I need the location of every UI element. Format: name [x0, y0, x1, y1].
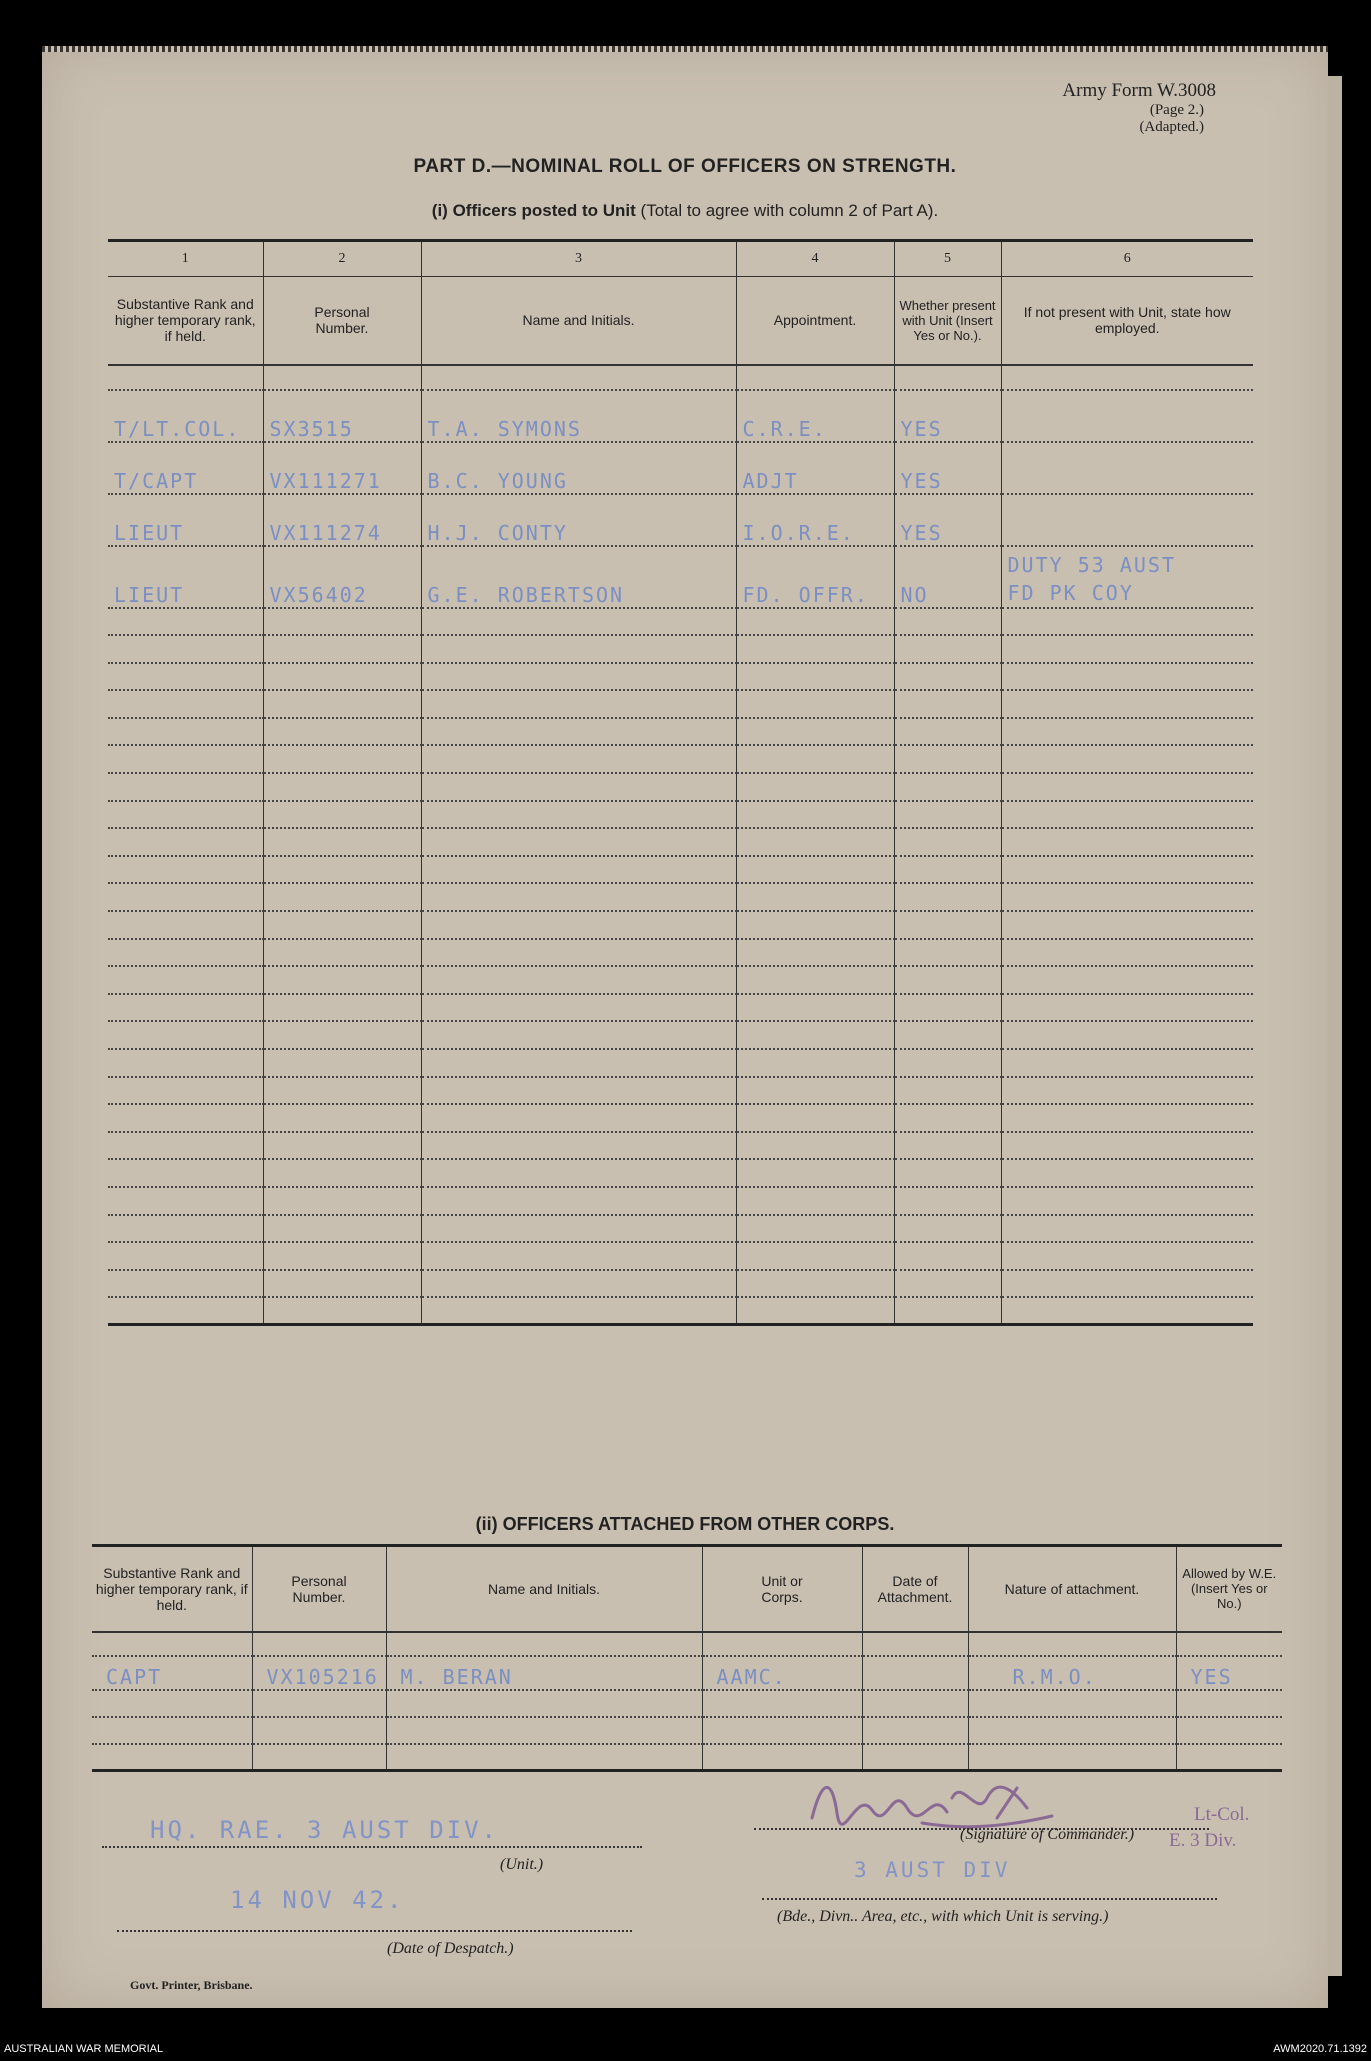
cell-employed	[1001, 994, 1253, 1022]
table-row	[92, 1690, 1282, 1717]
table-row	[108, 546, 1253, 608]
table-row	[108, 1297, 1253, 1325]
cell-rank	[108, 1159, 263, 1187]
cell-employed	[1001, 801, 1253, 829]
cell-number	[263, 801, 421, 829]
cell-present	[894, 1215, 1001, 1243]
section1-heading-note: (Total to agree with column 2 of Part A).	[640, 201, 939, 220]
officers-attached-rows	[92, 1632, 1282, 1771]
cell-appointment: I.O.R.E.	[736, 494, 894, 546]
cell-appointment	[736, 635, 894, 663]
cell-rank	[108, 1104, 263, 1132]
cell-name	[421, 939, 736, 967]
cell-rank: LIEUT	[108, 546, 263, 608]
cell-present	[894, 1297, 1001, 1325]
cell-employed	[1001, 911, 1253, 939]
form-sheet	[42, 46, 1328, 2008]
cell-number	[263, 1187, 421, 1215]
table-row	[108, 1021, 1253, 1049]
cell-appointment	[736, 1187, 894, 1215]
col-num-5: 5	[894, 241, 1001, 277]
cell-employed: DUTY 53 AUST FD PK COY	[1001, 546, 1253, 608]
cell-number	[263, 608, 421, 636]
cell-corps: AAMC.	[702, 1656, 862, 1690]
cell-appointment	[736, 1159, 894, 1187]
cell-number	[263, 911, 421, 939]
cell-present	[894, 1021, 1001, 1049]
cell-name	[421, 1215, 736, 1243]
cell-present	[894, 828, 1001, 856]
cell-number	[263, 1297, 421, 1325]
cell-employed	[1001, 1242, 1253, 1270]
cell-employed	[1001, 494, 1253, 546]
cell-employed	[1001, 1215, 1253, 1243]
cell-employed	[1001, 442, 1253, 494]
cell-number	[263, 883, 421, 911]
cell-number: VX56402	[263, 546, 421, 608]
cell-name	[421, 801, 736, 829]
unit-value: HQ. RAE. 3 AUST DIV.	[150, 1816, 499, 1844]
cell-employed	[1001, 718, 1253, 746]
cell-present	[894, 663, 1001, 691]
cell-appointment	[736, 994, 894, 1022]
page-title: PART D.—NOMINAL ROLL OF OFFICERS ON STRENGTH.	[413, 156, 957, 177]
cell-rank	[108, 1242, 263, 1270]
cell-rank	[108, 828, 263, 856]
cell-name	[421, 856, 736, 884]
cell-employed	[1001, 1021, 1253, 1049]
table-row	[108, 442, 1253, 494]
cell-rank	[108, 608, 263, 636]
cell-number	[263, 745, 421, 773]
cell-name	[421, 1021, 736, 1049]
column-number-row	[108, 241, 1253, 277]
bde-value: 3 AUST DIV	[854, 1858, 1011, 1882]
cell-number	[252, 1744, 386, 1771]
table-row	[108, 663, 1253, 691]
archive-label-left: AUSTRALIAN WAR MEMORIAL	[4, 2043, 164, 2055]
cell-appointment	[736, 883, 894, 911]
cell-number: SX3515	[263, 390, 421, 442]
cell-number	[263, 718, 421, 746]
cell-employed	[1001, 1159, 1253, 1187]
cell-number: VX111271	[263, 442, 421, 494]
cell-present	[894, 745, 1001, 773]
cell-present: YES	[894, 442, 1001, 494]
cell-corps	[702, 1690, 862, 1717]
table-row	[108, 883, 1253, 911]
cell-number	[263, 635, 421, 663]
cell-name	[386, 1744, 702, 1771]
cell-present: YES	[894, 494, 1001, 546]
cell-date	[862, 1656, 968, 1690]
cell-present	[894, 856, 1001, 884]
stamp-rank: Lt-Col.	[1194, 1804, 1250, 1825]
cell-name	[421, 994, 736, 1022]
date-caption: (Date of Despatch.)	[387, 1940, 514, 1957]
att-corps-header: Unit or Corps.	[702, 1546, 862, 1632]
cell-employed	[1001, 745, 1253, 773]
section1-heading-bold: (i) Officers posted to Unit	[431, 201, 636, 220]
cell-present	[894, 608, 1001, 636]
col-appointment-header: Appointment.	[736, 277, 894, 365]
cell-name	[421, 1242, 736, 1270]
cell-appointment	[736, 718, 894, 746]
bde-caption: (Bde., Divn.. Area, etc., with which Unit is serving.)	[777, 1908, 1109, 1925]
form-page: (Page 2.)	[1149, 102, 1204, 118]
cell-rank	[108, 1297, 263, 1325]
cell-name	[421, 663, 736, 691]
cell-nature	[968, 1744, 1176, 1771]
cell-rank	[108, 690, 263, 718]
cell-employed	[1001, 390, 1253, 442]
unit-caption: (Unit.)	[500, 1856, 544, 1873]
cell-number: VX111274	[263, 494, 421, 546]
cell-present	[894, 911, 1001, 939]
cell-present	[894, 1242, 1001, 1270]
cell-employed	[1001, 773, 1253, 801]
cell-employed	[1001, 635, 1253, 663]
table-row	[108, 608, 1253, 636]
column-header-row	[108, 277, 1253, 365]
stamp-unit: E. 3 Div.	[1169, 1830, 1237, 1851]
cell-rank	[108, 635, 263, 663]
form-name: Army Form W.3008	[1062, 80, 1216, 101]
cell-name	[386, 1690, 702, 1717]
att-number-header: Personal Number.	[252, 1546, 386, 1632]
form-number-block	[1062, 80, 1216, 136]
cell-nature	[968, 1690, 1176, 1717]
cell-employed	[1001, 939, 1253, 967]
form-adapted: (Adapted.)	[1139, 119, 1204, 135]
bde-line	[762, 1898, 1217, 1900]
cell-corps	[702, 1717, 862, 1744]
cell-rank: CAPT	[92, 1656, 252, 1690]
cell-rank	[92, 1690, 252, 1717]
cell-rank	[108, 1021, 263, 1049]
cell-number	[263, 1077, 421, 1105]
cell-rank	[108, 745, 263, 773]
table-row	[108, 939, 1253, 967]
cell-nature	[968, 1717, 1176, 1744]
cell-rank	[108, 773, 263, 801]
cell-present	[894, 1049, 1001, 1077]
table-row	[108, 828, 1253, 856]
table-row	[108, 1215, 1253, 1243]
cell-employed	[1001, 1132, 1253, 1160]
table-row	[108, 745, 1253, 773]
cell-appointment	[736, 1049, 894, 1077]
cell-employed	[1001, 856, 1253, 884]
printer-imprint: Govt. Printer, Brisbane.	[130, 1978, 253, 1992]
table-row	[108, 1159, 1253, 1187]
cell-employed	[1001, 966, 1253, 994]
col-num-4: 4	[736, 241, 894, 277]
cell-number	[263, 1159, 421, 1187]
cell-number	[263, 1021, 421, 1049]
cell-appointment	[736, 1077, 894, 1105]
cell-name	[421, 1132, 736, 1160]
cell-present	[894, 1270, 1001, 1298]
section2-heading: (ii) OFFICERS ATTACHED FROM OTHER CORPS.	[475, 1514, 895, 1534]
archive-label-right: AWM2020.71.1392	[1273, 2043, 1367, 2055]
cell-rank: LIEUT	[108, 494, 263, 546]
cell-name: B.C. YOUNG	[421, 442, 736, 494]
cell-appointment	[736, 856, 894, 884]
cell-employed	[1001, 608, 1253, 636]
cell-rank	[108, 1215, 263, 1243]
cell-rank: T/CAPT	[108, 442, 263, 494]
cell-allowed	[1176, 1744, 1282, 1771]
cell-number	[263, 939, 421, 967]
cell-rank	[92, 1744, 252, 1771]
attached-header-row	[92, 1546, 1282, 1632]
cell-number	[263, 1270, 421, 1298]
cell-appointment	[736, 1297, 894, 1325]
table-row	[108, 911, 1253, 939]
cell-appointment	[736, 1242, 894, 1270]
cell-present	[894, 1159, 1001, 1187]
cell-appointment	[736, 663, 894, 691]
cell-present	[894, 635, 1001, 663]
torn-top-edge	[42, 46, 1328, 52]
cell-allowed	[1176, 1717, 1282, 1744]
cell-employed	[1001, 1049, 1253, 1077]
cell-appointment: ADJT	[736, 442, 894, 494]
table-row	[108, 1049, 1253, 1077]
cell-date	[862, 1690, 968, 1717]
cell-employed	[1001, 828, 1253, 856]
table-row	[108, 1187, 1253, 1215]
cell-rank	[108, 801, 263, 829]
cell-present	[894, 1077, 1001, 1105]
cell-name	[421, 608, 736, 636]
table-row	[92, 1717, 1282, 1744]
cell-number	[263, 1215, 421, 1243]
table-spacer-row	[108, 365, 1253, 390]
cell-employed	[1001, 663, 1253, 691]
cell-present: YES	[894, 390, 1001, 442]
cell-number	[263, 773, 421, 801]
cell-appointment: FD. OFFR.	[736, 546, 894, 608]
cell-appointment	[736, 773, 894, 801]
table-row	[108, 801, 1253, 829]
cell-rank	[108, 718, 263, 746]
col-employed-header: If not present with Unit, state how employed.	[1001, 277, 1253, 365]
table-row	[108, 390, 1253, 442]
cell-present	[894, 1132, 1001, 1160]
col-num-3: 3	[421, 241, 736, 277]
cell-name: H.J. CONTY	[421, 494, 736, 546]
date-line	[117, 1930, 632, 1932]
cell-present	[894, 773, 1001, 801]
cell-name	[421, 690, 736, 718]
cell-appointment	[736, 1132, 894, 1160]
cell-present	[894, 994, 1001, 1022]
cell-present	[894, 801, 1001, 829]
cell-appointment	[736, 1270, 894, 1298]
table-row	[108, 690, 1253, 718]
cell-present	[894, 939, 1001, 967]
table-row	[108, 966, 1253, 994]
cell-number	[252, 1717, 386, 1744]
cell-employed	[1001, 690, 1253, 718]
cell-present	[894, 690, 1001, 718]
col-rank-header: Substantive Rank and higher temporary rank, if held.	[108, 277, 263, 365]
cell-name	[421, 966, 736, 994]
cell-number	[263, 690, 421, 718]
cell-rank	[108, 939, 263, 967]
cell-name	[421, 1049, 736, 1077]
cell-appointment	[736, 939, 894, 967]
cell-appointment	[736, 1104, 894, 1132]
unit-line	[102, 1846, 642, 1848]
officers-posted-table	[108, 239, 1253, 1326]
col-number-header: Personal Number.	[263, 277, 421, 365]
cell-present	[894, 1104, 1001, 1132]
cell-number	[263, 1104, 421, 1132]
cell-name	[421, 883, 736, 911]
cell-employed	[1001, 1297, 1253, 1325]
cell-name	[421, 1270, 736, 1298]
table-row	[108, 994, 1253, 1022]
cell-name	[421, 773, 736, 801]
cell-present	[894, 1187, 1001, 1215]
table-spacer-row	[92, 1632, 1282, 1656]
cell-number	[263, 1132, 421, 1160]
cell-date	[862, 1717, 968, 1744]
cell-name	[421, 911, 736, 939]
cell-number	[263, 828, 421, 856]
cell-number	[263, 994, 421, 1022]
cell-rank	[108, 1077, 263, 1105]
cell-date	[862, 1744, 968, 1771]
col-name-header: Name and Initials.	[421, 277, 736, 365]
cell-rank	[108, 966, 263, 994]
cell-employed	[1001, 1270, 1253, 1298]
officers-posted-rows	[108, 365, 1253, 1325]
cell-allowed	[1176, 1690, 1282, 1717]
cell-allowed: YES	[1176, 1656, 1282, 1690]
att-name-header: Name and Initials.	[386, 1546, 702, 1632]
cell-employed	[1001, 1077, 1253, 1105]
cell-appointment	[736, 828, 894, 856]
table-row	[108, 1270, 1253, 1298]
cell-present	[894, 718, 1001, 746]
table-row	[108, 1132, 1253, 1160]
cell-rank	[108, 1187, 263, 1215]
col-num-1: 1	[108, 241, 263, 277]
cell-appointment: C.R.E.	[736, 390, 894, 442]
col-num-2: 2	[263, 241, 421, 277]
paper-edge	[1328, 76, 1342, 1976]
cell-employed	[1001, 883, 1253, 911]
cell-appointment	[736, 1215, 894, 1243]
cell-appointment	[736, 1021, 894, 1049]
att-date-header: Date of Attachment.	[862, 1546, 968, 1632]
col-present-header: Whether present with Unit (Insert Yes or No.).	[894, 277, 1001, 365]
cell-name	[421, 718, 736, 746]
cell-rank	[108, 1270, 263, 1298]
cell-name	[421, 828, 736, 856]
table-row	[108, 494, 1253, 546]
cell-name	[421, 745, 736, 773]
cell-rank	[108, 663, 263, 691]
cell-appointment	[736, 745, 894, 773]
cell-number	[263, 663, 421, 691]
date-value: 14 NOV 42.	[230, 1886, 405, 1914]
cell-employed	[1001, 1104, 1253, 1132]
col-num-6: 6	[1001, 241, 1253, 277]
cell-number	[263, 1242, 421, 1270]
cell-rank	[92, 1717, 252, 1744]
cell-present	[894, 883, 1001, 911]
cell-name	[421, 1159, 736, 1187]
cell-number	[263, 966, 421, 994]
table-row	[92, 1744, 1282, 1771]
att-allowed-header: Allowed by W.E. (Insert Yes or No.)	[1176, 1546, 1282, 1632]
table-row	[108, 1077, 1253, 1105]
cell-rank: T/LT.COL.	[108, 390, 263, 442]
table-row	[108, 635, 1253, 663]
table-row	[108, 1104, 1253, 1132]
cell-rank	[108, 1049, 263, 1077]
cell-number: VX105216	[252, 1656, 386, 1690]
officers-attached-table	[92, 1544, 1282, 1772]
cell-appointment	[736, 608, 894, 636]
att-rank-header: Substantive Rank and higher temporary rank, if held.	[92, 1546, 252, 1632]
cell-rank	[108, 883, 263, 911]
cell-corps	[702, 1744, 862, 1771]
table-row	[108, 718, 1253, 746]
cell-number	[252, 1690, 386, 1717]
cell-appointment	[736, 690, 894, 718]
table-row	[108, 773, 1253, 801]
cell-name	[421, 1104, 736, 1132]
cell-employed	[1001, 1187, 1253, 1215]
cell-name	[421, 1077, 736, 1105]
att-nature-header: Nature of attachment.	[968, 1546, 1176, 1632]
table-row	[108, 856, 1253, 884]
cell-nature: R.M.O.	[968, 1656, 1176, 1690]
cell-name	[421, 635, 736, 663]
cell-name: M. BERAN	[386, 1656, 702, 1690]
cell-number	[263, 856, 421, 884]
cell-rank	[108, 1132, 263, 1160]
cell-rank	[108, 994, 263, 1022]
cell-appointment	[736, 911, 894, 939]
cell-appointment	[736, 966, 894, 994]
cell-rank	[108, 911, 263, 939]
cell-number	[263, 1049, 421, 1077]
table-row	[92, 1656, 1282, 1690]
cell-name: G.E. ROBERTSON	[421, 546, 736, 608]
table-row	[108, 1242, 1253, 1270]
section1-heading	[42, 201, 1328, 221]
cell-name	[421, 1297, 736, 1325]
signature-caption: (Signature of Commander.)	[960, 1826, 1135, 1843]
cell-appointment	[736, 801, 894, 829]
cell-present	[894, 966, 1001, 994]
cell-name	[421, 1187, 736, 1215]
cell-name	[386, 1717, 702, 1744]
cell-rank	[108, 856, 263, 884]
cell-present: NO	[894, 546, 1001, 608]
cell-name: T.A. SYMONS	[421, 390, 736, 442]
